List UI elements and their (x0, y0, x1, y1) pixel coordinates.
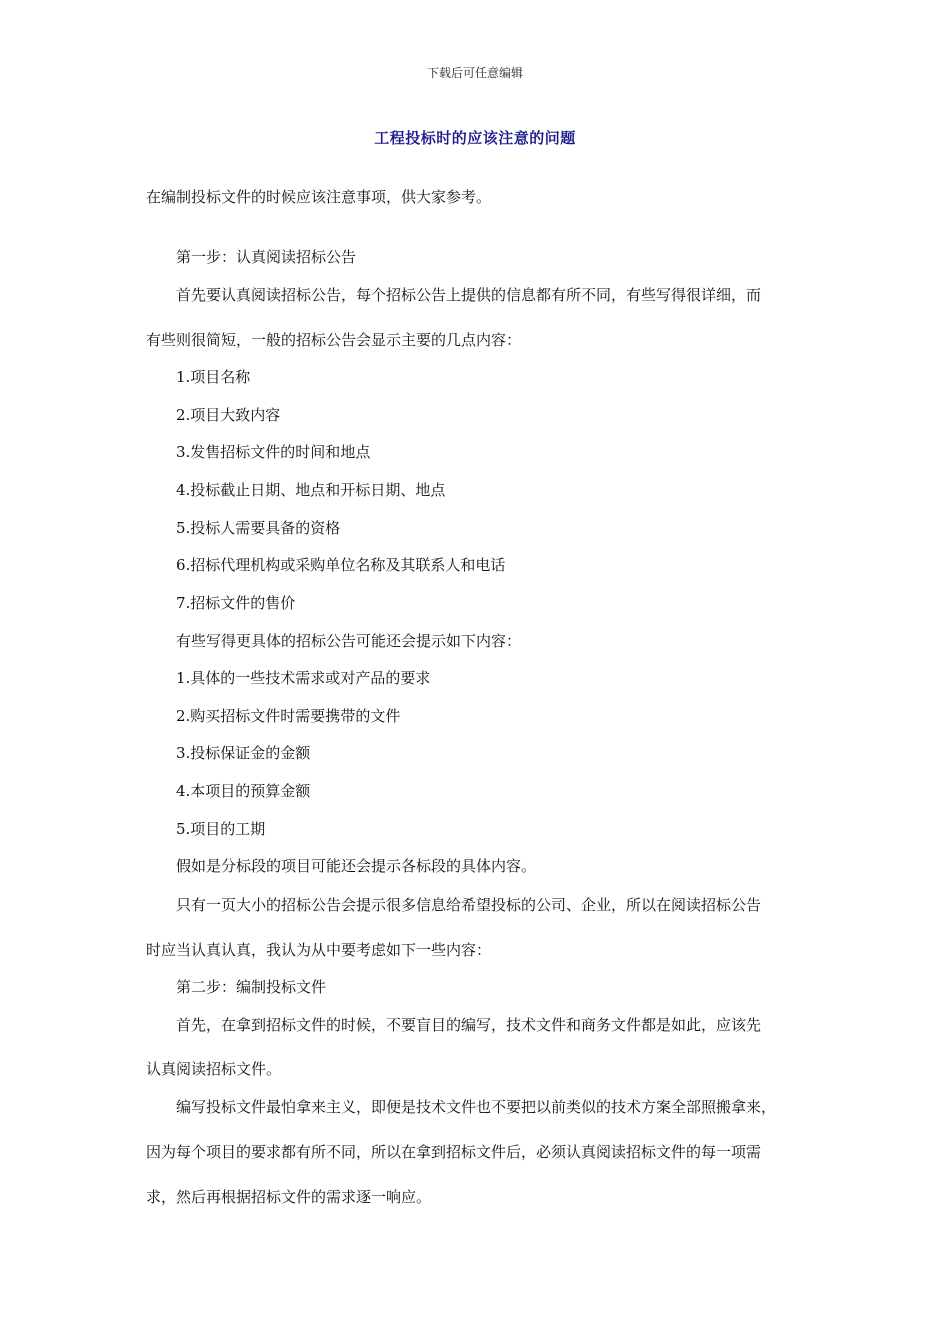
list-item: 5.项目的工期 (176, 820, 266, 838)
list-item: 3.发售招标文件的时间和地点 (176, 443, 371, 461)
list-item: 1.项目名称 (176, 368, 251, 386)
segment-note: 假如是分标段的项目可能还会提示各标段的具体内容。 (176, 857, 537, 875)
step1-heading: 第一步：认真阅读招标公告 (176, 248, 357, 266)
list-item: 6.招标代理机构或采购单位名称及其联系人和电话 (176, 556, 506, 574)
list-item: 5.投标人需要具备的资格 (176, 519, 341, 537)
list-item: 4.投标截止日期、地点和开标日期、地点 (176, 481, 446, 499)
step2-paragraph-line: 编写投标文件最怕拿来主义，即便是技术文件也不要把以前类似的技术方案全部照搬拿来， (176, 1098, 777, 1116)
step2-paragraph-line: 首先，在拿到招标文件的时候，不要盲目的编写，技术文件和商务文件都是如此，应该先 (176, 1016, 762, 1034)
step1-paragraph-line: 首先要认真阅读招标公告，每个招标公告上提供的信息都有所不同，有些写得很详细，而 (176, 286, 762, 304)
step2-heading: 第二步：编制投标文件 (176, 978, 327, 996)
step2-paragraph-line: 求，然后再根据招标文件的需求逐一响应。 (146, 1188, 432, 1206)
intro-text: 在编制投标文件的时候应该注意事项，供大家参考。 (146, 188, 492, 206)
step2-paragraph-line: 因为每个项目的要求都有所不同，所以在拿到招标文件后，必须认真阅读招标文件的每一项需 (146, 1143, 762, 1161)
page-header: 下载后可任意编辑 (426, 66, 523, 80)
list-item: 2.项目大致内容 (176, 406, 281, 424)
list-item: 3.投标保证金的金额 (176, 744, 311, 762)
step1-paragraph-line: 有些则很简短，一般的招标公告会显示主要的几点内容： (146, 331, 522, 349)
document-title: 工程投标时的应该注意的问题 (374, 129, 576, 147)
summary-line: 只有一页大小的招标公告会提示很多信息给希望投标的公司、企业，所以在阅读招标公告 (176, 896, 762, 914)
list-item: 2.购买招标文件时需要携带的文件 (176, 707, 401, 725)
more-content-intro: 有些写得更具体的招标公告可能还会提示如下内容： (176, 632, 522, 650)
step2-paragraph-line: 认真阅读招标文件。 (146, 1060, 282, 1078)
list-item: 4.本项目的预算金额 (176, 782, 311, 800)
list-item: 1.具体的一些技术需求或对产品的要求 (176, 669, 431, 687)
list-item: 7.招标文件的售价 (176, 594, 296, 612)
summary-line: 时应当认真认真，我认为从中要考虑如下一些内容： (146, 941, 492, 959)
